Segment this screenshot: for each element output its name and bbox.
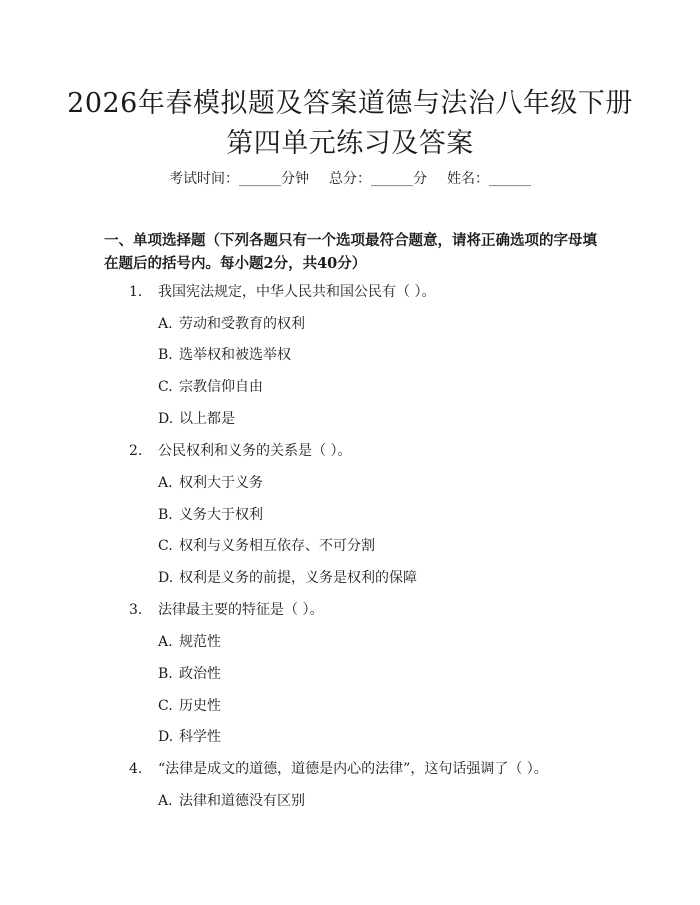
option-text: 义务大于权利 (179, 507, 263, 523)
option-text: 法律和道德没有区别 (179, 793, 305, 809)
option-letter: A. (158, 793, 173, 809)
question-number: 1. (129, 284, 143, 300)
option-text: 以上都是 (179, 411, 235, 427)
question-stem (129, 441, 351, 461)
option-text: 政治性 (179, 666, 221, 682)
section-heading: 一、单项选择题（下列各题只有一个选项最符合题意，请将正确选项的字母填在题后的括号内。每小题2分，共40分） (104, 232, 597, 272)
question-text: 法律最主要的特征是（ ）。 (158, 602, 324, 618)
question-stem (129, 759, 548, 779)
question-number: 4. (129, 761, 143, 777)
page-title: 2026年春模拟题及答案道德与法治八年级下册第四单元练习及答案 (67, 88, 633, 159)
option-text: 科学性 (179, 729, 221, 745)
question-option (158, 568, 417, 588)
question-option (158, 536, 375, 556)
question-text: “法律是成文的道德，道德是内心的法律”，这句话强调了（ ）。 (158, 761, 548, 777)
question-option (158, 664, 221, 684)
option-letter: D. (158, 570, 174, 586)
option-letter: D. (158, 729, 174, 745)
question-option (158, 409, 235, 429)
question-stem (129, 282, 435, 302)
option-text: 宗教信仰自由 (179, 379, 263, 395)
exam-meta (0, 168, 700, 188)
exam-time-field: 考试时间：______分钟 (169, 171, 309, 187)
question-option (158, 791, 305, 811)
option-letter: B. (158, 347, 173, 363)
option-text: 历史性 (179, 698, 221, 714)
option-letter: C. (158, 379, 173, 395)
question-option (158, 473, 263, 493)
option-text: 规范性 (179, 634, 221, 650)
option-text: 选举权和被选举权 (179, 347, 291, 363)
option-text: 权利与义务相互依存、不可分割 (179, 538, 375, 554)
option-letter: B. (158, 507, 173, 523)
question-number: 2. (129, 443, 143, 459)
option-letter: B. (158, 666, 173, 682)
option-text: 权利大于义务 (179, 475, 263, 491)
question-stem (129, 600, 323, 620)
option-letter: D. (158, 411, 174, 427)
question-option (158, 505, 263, 525)
option-letter: C. (158, 698, 173, 714)
student-name-field: 姓名：______ (447, 171, 531, 187)
question-option (158, 632, 221, 652)
question-text: 我国宪法规定，中华人民共和国公民有（ ）。 (158, 284, 436, 300)
option-text: 劳动和受教育的权利 (179, 316, 305, 332)
option-letter: A. (158, 316, 173, 332)
option-letter: C. (158, 538, 173, 554)
option-text: 权利是义务的前提，义务是权利的保障 (179, 570, 417, 586)
question-option (158, 727, 221, 747)
option-letter: A. (158, 475, 173, 491)
total-score-field: 总分：______分 (329, 171, 427, 187)
question-option (158, 377, 263, 397)
question-option (158, 345, 291, 365)
option-letter: A. (158, 634, 173, 650)
question-option (158, 696, 221, 716)
question-text: 公民权利和义务的关系是（ ）。 (158, 443, 352, 459)
question-number: 3. (129, 602, 143, 618)
question-option (158, 314, 305, 334)
